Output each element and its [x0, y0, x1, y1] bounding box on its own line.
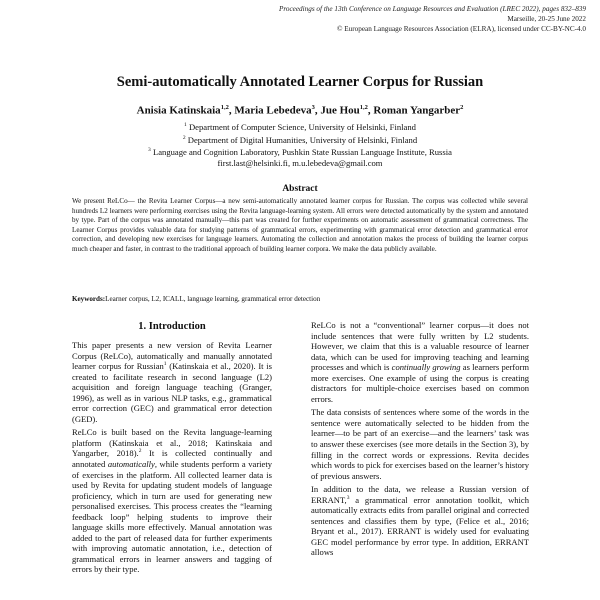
footnote-marker: 3: [346, 494, 350, 501]
section-heading: 1. Introduction: [138, 321, 206, 332]
license-line: © European Language Resources Association (ELRA), licensed under CC-BY-NC-4.0: [337, 25, 586, 33]
affiliation-line: $^1$ Department of Computer Science, University of Helsinki, Finland: [184, 121, 416, 132]
paragraph: ReLCo is built based on the Revita language-learning platform (Katinskaia et al., 2018; Katinskaia and Yangarber, 2018).$^2$ It is collected continually and annotated automatically, while students perform a variety of exercises in the platform. All collected learner data is used by Revita for updating student models of language proficiency, which in turn are used for generating new personalised exercises. This process creates the “learning feedback loop” helping students to improve their language skills more effectively. Manual annotation was added to the part of released data for further experiments with improving automatic annotation, i.e., detection of grammatical errors in learner answers and tagging of errors by their type.: [72, 427, 272, 575]
author-name: Maria Lebedeva: [234, 104, 312, 117]
author-affiliation: 1,2: [359, 104, 368, 111]
keywords-label: Keywords:: [72, 295, 106, 303]
paragraph: ReLCo is not a “conventional” learner corpus—it does not include sentences that were fully written by L2 students. However, we claim that this is a valuable resource of learner data, which can be used for improving teaching and learning processes and which is continually growing as learners perform more exercises. One example of using the corpus is creating distractors for multiple-choice exercises based on common errors.: [311, 320, 529, 404]
author-affiliation: 3: [311, 104, 315, 111]
author-name: Roman Yangarber: [373, 104, 461, 117]
author-emails: first.last@helsinki.fi, m.u.lebedeva@gmail.com: [217, 157, 383, 168]
paper-title: Semi-automatically Annotated Learner Corpus for Russian: [116, 74, 484, 90]
paragraph: In addition to the data, we release a Russian version of ERRANT,$^3$ a grammatical error annotation toolkit, which automatically extracts edits from parallel original and corrected sentences and classifies them by type, (Felice et al., 2016; Bryant et al., 2017). ERRANT is widely used for evaluating GEC model performance by error type. In addition, ERRANT allows: [311, 484, 529, 558]
location-line: Marseille, 20-25 June 2022: [507, 15, 586, 23]
left-column: [72, 340, 272, 575]
proceedings-line: Proceedings of the 13th Conference on Language Resources and Evaluation (LREC 2022), pages 832–839: [278, 5, 586, 13]
right-column: [311, 320, 529, 558]
proceedings-header: [279, 4, 586, 34]
footnote-marker: 2: [138, 448, 142, 455]
paragraph: The data consists of sentences where some of the words in the sentence were automatically selected to be hidden from the learner—to be part of an exercise—and the learners’ task was to answer these exercises (see more details in the Section 3), by filling in the correct words or expressions. Revita decides which words to pick for exercises based on the learner’s history of previous answers.: [311, 407, 529, 481]
abstract-heading: Abstract: [282, 184, 318, 194]
author-name: Jue Hou: [320, 104, 360, 117]
footnote-marker: 1: [163, 361, 167, 368]
keywords-text: Learner corpus, L2, ICALL, language learning, grammatical error detection: [105, 295, 321, 303]
author-list: Anisia Katinskaia$^{1,2}$, Maria Lebedeva$^3$, Jue Hou$^{1,2}$, Roman Yangarber$^2$: [136, 104, 464, 117]
affiliations: [0, 120, 600, 169]
abstract-text: We present ReLCo— the Revita Learner Corpus—a new semi-automatically annotated learner corpus for Russian. The corpus was collected while several hundreds L2 learners were performing exercises using the Revita language-learning system. All errors were detected automatically by the system and annotated by type. Part of the corpus was annotated manually—this part was created for further experiments on automatic assessment of grammatical correctness. The Learner Corpus provides valuable data for studying patterns of grammatical errors, experimenting with grammatical error detection and grammatical error correction, and developing new exercises for language learners. Automating the collection and annotation makes the process of building the learner corpus much cheaper and faster, in contrast to the traditional approach of building learner corpora. We make the data publicly available.: [72, 197, 528, 253]
author-affiliation: 1,2: [220, 104, 229, 111]
affiliation-line: $^3$ Language and Cognition Laboratory, Pushkin State Russian Language Institute, Russia: [148, 147, 452, 158]
author-affiliation: 2: [460, 104, 464, 111]
affiliation-line: $^2$ Department of Digital Humanities, University of Helsinki, Finland: [182, 134, 418, 145]
keywords: [72, 295, 528, 305]
author-name: Anisia Katinskaia: [136, 104, 221, 117]
paragraph: This paper presents a new version of Revita Learner Corpus (ReLCo), automatically and manually annotated learner corpus for Russian$^1$ (Katinskaia et al., 2020). It is created to facilitate research in second language (L2) acquisition and foreign language teaching (Granger, 1996), as well as in various NLP tasks, e.g., grammatical error correction (GEC) and grammatical error detection (GED).: [72, 340, 273, 424]
